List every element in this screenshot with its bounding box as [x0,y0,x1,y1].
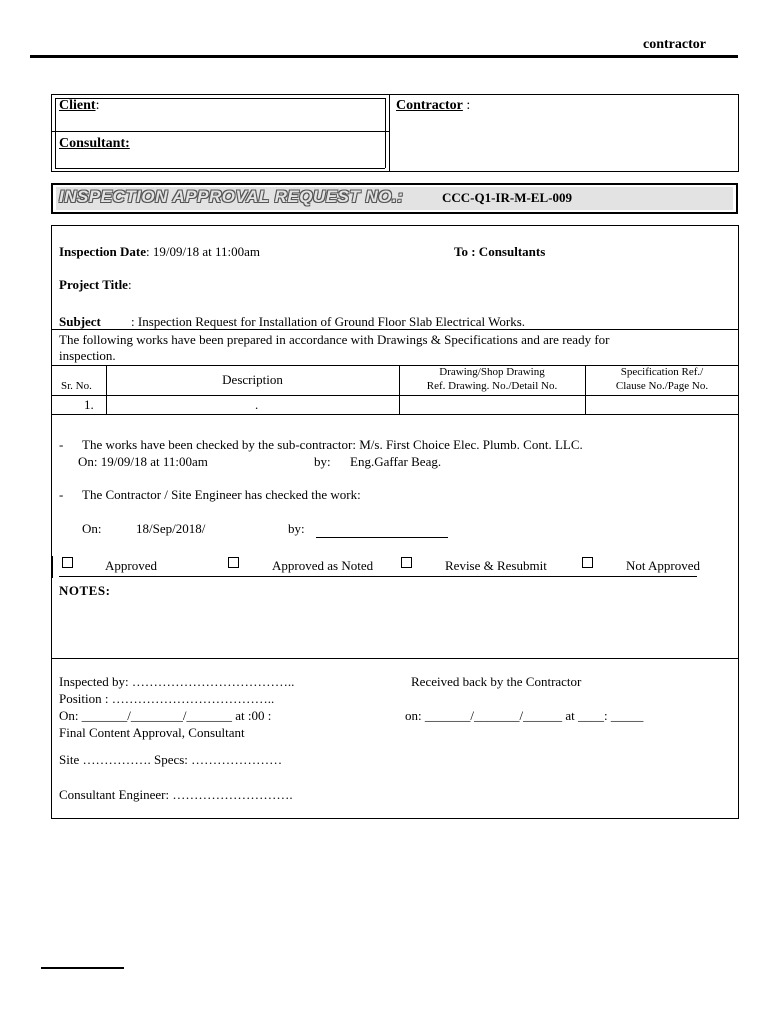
table-bottom-rule [51,414,739,415]
site-specs-field[interactable]: Site ……………. Specs: ………………… [59,752,283,767]
contractor-label: Contractor [396,98,463,113]
approval-left-marker [51,556,53,578]
received-on-field[interactable]: on: _______/_______/______ at ____: _____ [405,708,644,723]
col-header-sr-no: Sr. No. [61,380,92,392]
table-row-description: . [255,397,259,412]
footer-rule [41,967,124,969]
approved-as-noted-checkbox[interactable] [228,557,239,568]
table-row-sr-no: 1. [84,397,94,412]
final-approval-label: Final Content Approval, Consultant [59,725,245,740]
contractor-on-value: 18/Sep/2018/ [136,521,206,536]
sub-contractor-bullet: - [59,437,64,452]
inspected-on-field[interactable]: On: _______/________/_______ at :00 : [59,708,272,723]
inspection-request-banner [51,183,738,214]
client-label: Client [59,98,96,113]
revise-resubmit-checkbox[interactable] [401,557,412,568]
company-name: contractor [643,37,706,52]
works-prepared-line2: inspection. [59,348,116,363]
col-header-drawing-line2: Ref. Drawing. No./Detail No. [426,380,558,392]
client-colon: : [95,98,100,113]
parties-box [51,94,739,172]
not-approved-checkbox[interactable] [582,557,593,568]
banner-number: CCC-Q1-IR-M-EL-009 [442,190,572,205]
to-consultants: To : Consultants [454,244,546,259]
col-header-drawing-line1: Drawing/Shop Drawing [439,366,545,378]
consultant-label: Consultant: [59,136,130,151]
parties-inner-right [385,98,386,168]
approved-as-noted-label: Approved as Noted [272,558,374,573]
contractor-by-signature-line[interactable] [316,537,448,538]
contractor-check-bullet: - [59,487,64,502]
received-back-label: Received back by the Contractor [411,674,582,689]
contractor-on-label: On: [82,521,102,536]
col-header-spec-line1: Specification Ref./ [620,366,704,378]
subject-divider [51,329,739,330]
notes-label: NOTES: [59,583,111,598]
parties-inner-top [55,98,385,99]
sub-contractor-by-label: by: [314,454,331,469]
subject-value: : Inspection Request for Installation of Ground Floor Slab Electrical Works. [131,314,526,329]
position-field[interactable]: Position : ……………………………….. [59,691,275,706]
inspection-date-label: Inspection Date [59,244,147,259]
contractor-field [396,98,470,114]
inspected-by-field[interactable]: Inspected by: ……………………………….. [59,674,295,689]
parties-divider [389,94,390,172]
banner-title: INSPECTION APPROVAL REQUEST NO.: [59,187,404,206]
header-rule [30,55,738,58]
parties-client-divider [51,131,389,132]
works-prepared-line1: The following works have been prepared in accordance with Drawings & Specifications and are ready for [59,332,610,347]
col-header-spec-line2: Clause No./Page No. [615,380,709,392]
contractor-colon: : [466,98,471,113]
approved-checkbox[interactable] [62,557,73,568]
consultant-engineer-field[interactable]: Consultant Engineer: ………………………. [59,787,293,802]
inspection-date-row [59,244,260,260]
subject-label: Subject [59,314,101,329]
sub-contractor-on: On: 19/09/18 at 11:00am [78,454,208,469]
approved-label: Approved [105,558,157,573]
inspection-date-value: : 19/09/18 at 11:00am [146,244,261,259]
contractor-by-label: by: [288,521,305,536]
project-title-row [59,277,132,293]
parties-inner-left [55,98,56,168]
signoff-divider [51,658,739,659]
project-title-label: Project Title [59,277,128,292]
revise-resubmit-label: Revise & Resubmit [445,558,547,573]
col-header-description: Description [222,372,283,387]
approval-underline [59,576,697,577]
sub-contractor-by-name: Eng.Gaffar Beag. [350,454,442,469]
parties-inner-bottom [55,168,385,169]
sub-contractor-line: The works have been checked by the sub-contractor: M/s. First Choice Elec. Plumb. Cont. LLC. [82,437,583,452]
client-field [59,98,99,114]
project-title-colon: : [127,277,132,292]
not-approved-label: Not Approved [626,558,701,573]
contractor-check-line: The Contractor / Site Engineer has checked the work: [82,487,361,502]
table-header-rule [51,395,739,396]
